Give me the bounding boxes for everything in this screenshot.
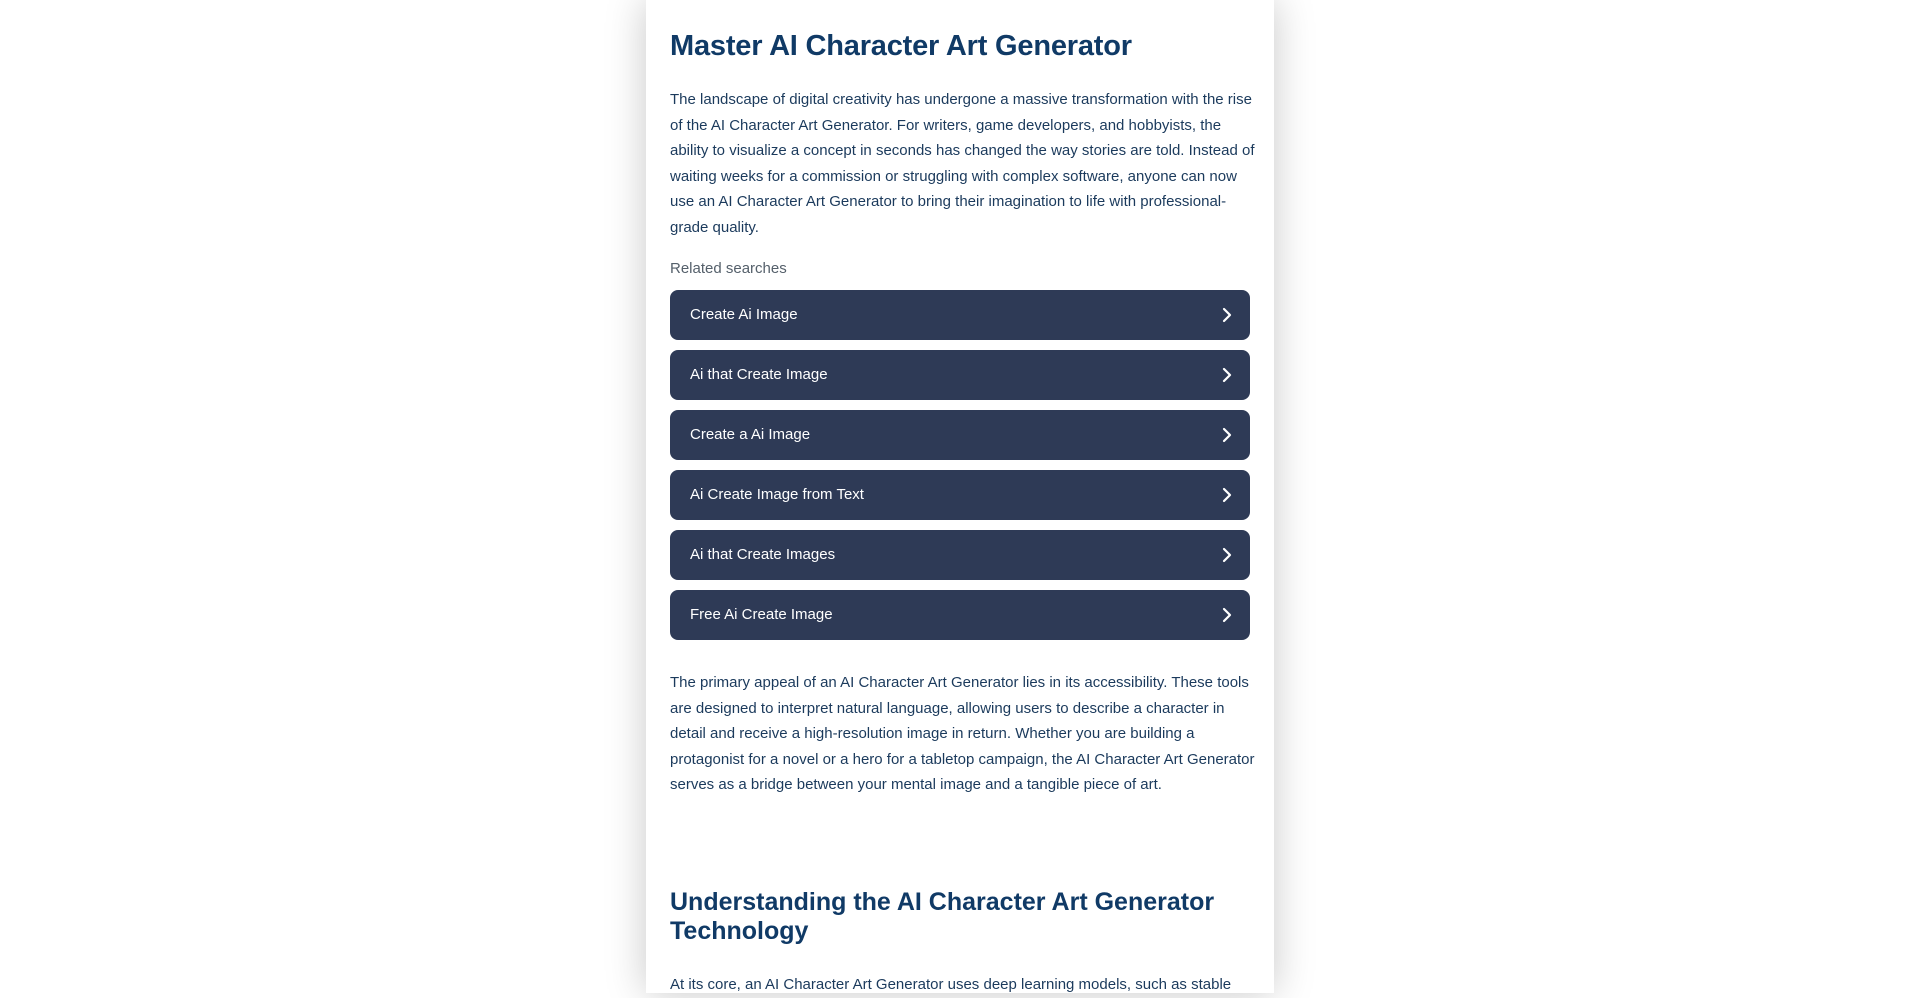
body-paragraph: The primary appeal of an AI Character Art Generator lies in its accessibility. These tools are designed to interpret natural language, allowing users to describe a character in detail and receive a high-resolution image in return. Whether you are building a protagonist for a novel or a hero for a tabletop campaign, the AI Character Art Generator serves as a bridge between your mental image and a tangible piece of art. <box>670 674 1255 794</box>
chevron-right-icon <box>1219 307 1235 323</box>
intro-paragraph: The landscape of digital creativity has undergone a massive transformation with the rise of the AI Character Art Generator. For writers, game developers, and hobbyists, the ability to visualize a concept in seconds has changed the way stories are told. Instead of waiting weeks for a commission or struggling with complex software, anyone can now use an AI Character Art Generator to bring their imagination to life with professional-grade quality. <box>670 91 1255 236</box>
related-search-label: Create a Ai Image <box>690 426 811 443</box>
related-search-ai-that-create-images[interactable] <box>670 530 1250 580</box>
chevron-right-icon <box>1219 607 1235 623</box>
related-search-create-a-ai-image[interactable] <box>670 410 1250 460</box>
section-heading: Understanding the AI Character Art Generator Technology <box>670 888 1215 945</box>
related-searches-list <box>670 290 1250 650</box>
related-search-ai-create-image-from-text[interactable] <box>670 470 1250 520</box>
related-search-label: Create Ai Image <box>690 306 798 323</box>
chevron-right-icon <box>1219 547 1235 563</box>
related-search-label: Ai Create Image from Text <box>690 486 864 503</box>
related-search-label: Free Ai Create Image <box>690 606 833 623</box>
page-title: Master AI Character Art Generator <box>670 30 1132 62</box>
related-search-label: Ai that Create Image <box>690 366 828 383</box>
chevron-right-icon <box>1219 427 1235 443</box>
body-paragraph-continued: At its core, an AI Character Art Generator uses deep learning models, such as stable <box>670 976 1232 993</box>
chevron-right-icon <box>1219 487 1235 503</box>
chevron-right-icon <box>1219 367 1235 383</box>
related-searches-label: Related searches <box>670 260 787 277</box>
related-search-ai-that-create-image[interactable] <box>670 350 1250 400</box>
article-page <box>646 0 1274 993</box>
related-search-free-ai-create-image[interactable] <box>670 590 1250 640</box>
related-search-create-ai-image[interactable] <box>670 290 1250 340</box>
related-search-label: Ai that Create Images <box>690 546 836 563</box>
